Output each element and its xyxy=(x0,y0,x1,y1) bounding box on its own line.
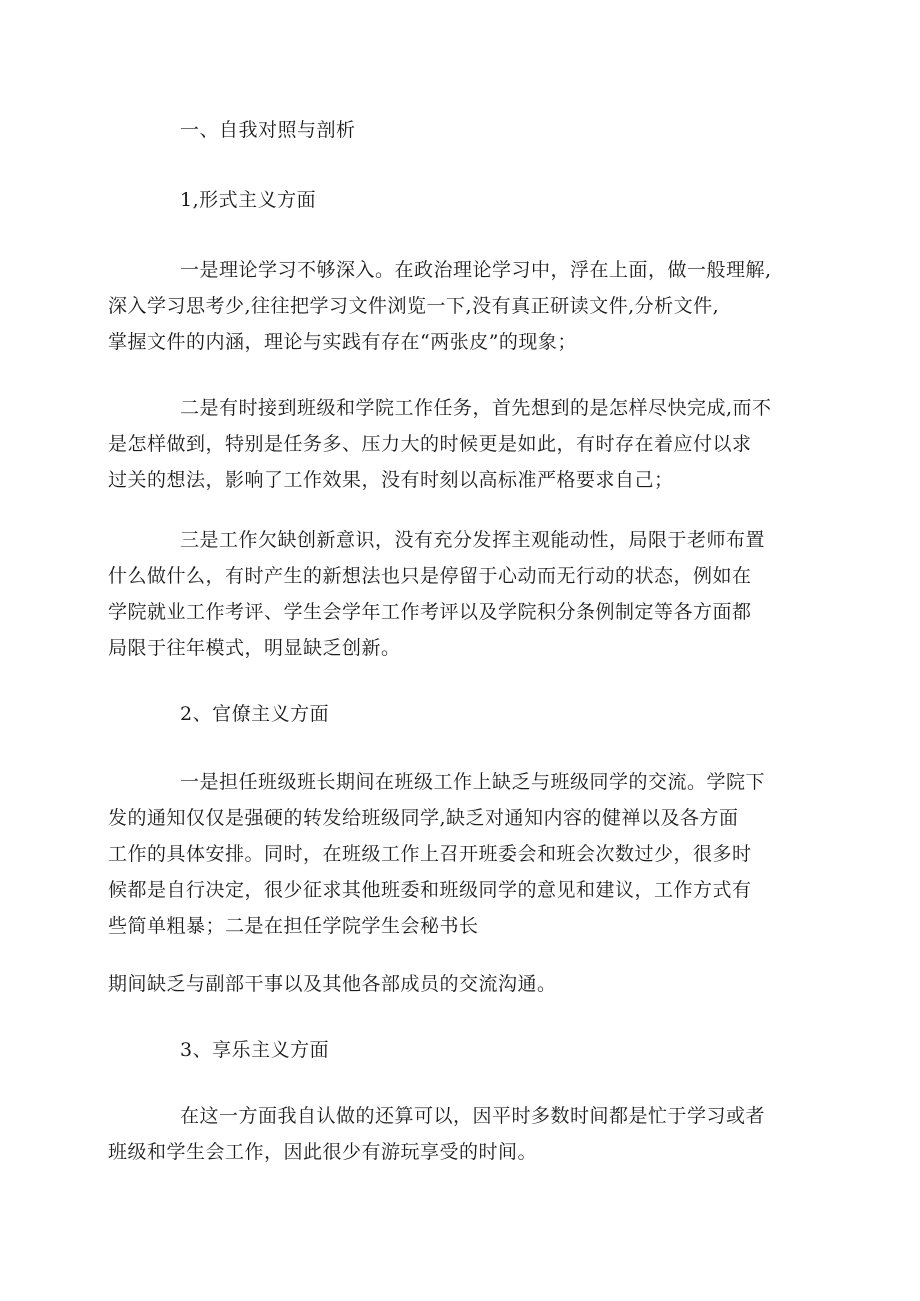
paragraph-line: 些简单粗暴；二是在担任学院学生会秘书长 xyxy=(108,915,479,937)
paragraph-line: 二是有时接到班级和学院工作任务，首先想到的是怎样尽快完成,而不 xyxy=(180,397,772,419)
paragraph-line: 局限于往年模式，明显缺乏创新。 xyxy=(108,637,401,659)
paragraph-line: 什么做什么，有时产生的新想法也只是停留于心动而无行动的状态，例如在 xyxy=(108,565,752,587)
paragraph-line: 是怎样做到，特别是任务多、压力大的时候更是如此，有时存在着应付以求 xyxy=(108,433,752,455)
paragraph-line: 学院就业工作考评、学生会学年工作考评以及学院积分条例制定等各方面都 xyxy=(108,601,752,623)
subsection-heading-hedonism: 3、享乐主义方面 xyxy=(180,1039,330,1061)
paragraph-line: 在这一方面我自认做的还算可以，因平时多数时间都是忙于学习或者 xyxy=(180,1105,766,1127)
paragraph-line: 一是理论学习不够深入。在政治理论学习中，浮在上面，做一般理解, xyxy=(180,259,772,281)
paragraph-line: 发的通知仅仅是强硬的转发给班级同学,缺乏对通知内容的健禅以及各方面 xyxy=(108,807,739,829)
subsection-heading-formalism: 1,形式主义方面 xyxy=(180,189,317,211)
paragraph-line: 过关的想法，影响了工作效果，没有时刻以高标准严格要求自己； xyxy=(108,469,674,491)
paragraph-line: 三是工作欠缺创新意识，没有充分发挥主观能动性，局限于老师布置 xyxy=(180,529,766,551)
paragraph-line: 期间缺乏与副部干事以及其他各部成员的交流沟通。 xyxy=(108,973,557,995)
section-title: 一、自我对照与剖析 xyxy=(180,119,356,141)
paragraph-line: 掌握文件的内涵，理论与实践有存在“两张皮”的现象； xyxy=(108,331,577,353)
paragraph-line: 一是担任班级班长期间在班级工作上缺乏与班级同学的交流。学院下 xyxy=(180,771,766,793)
paragraph-line: 深入学习思考少,往往把学习文件浏览一下,没有真正研读文件,分析文件, xyxy=(108,295,720,317)
paragraph-line: 工作的具体安排。同时，在班级工作上召开班委会和班会次数过少，很多时 xyxy=(108,843,752,865)
paragraph-line: 候都是自行决定，很少征求其他班委和班级同学的意见和建议，工作方式有 xyxy=(108,879,752,901)
paragraph-line: 班级和学生会工作，因此很少有游玩享受的时间。 xyxy=(108,1141,538,1163)
subsection-heading-bureaucracy: 2、官僚主义方面 xyxy=(180,703,330,725)
